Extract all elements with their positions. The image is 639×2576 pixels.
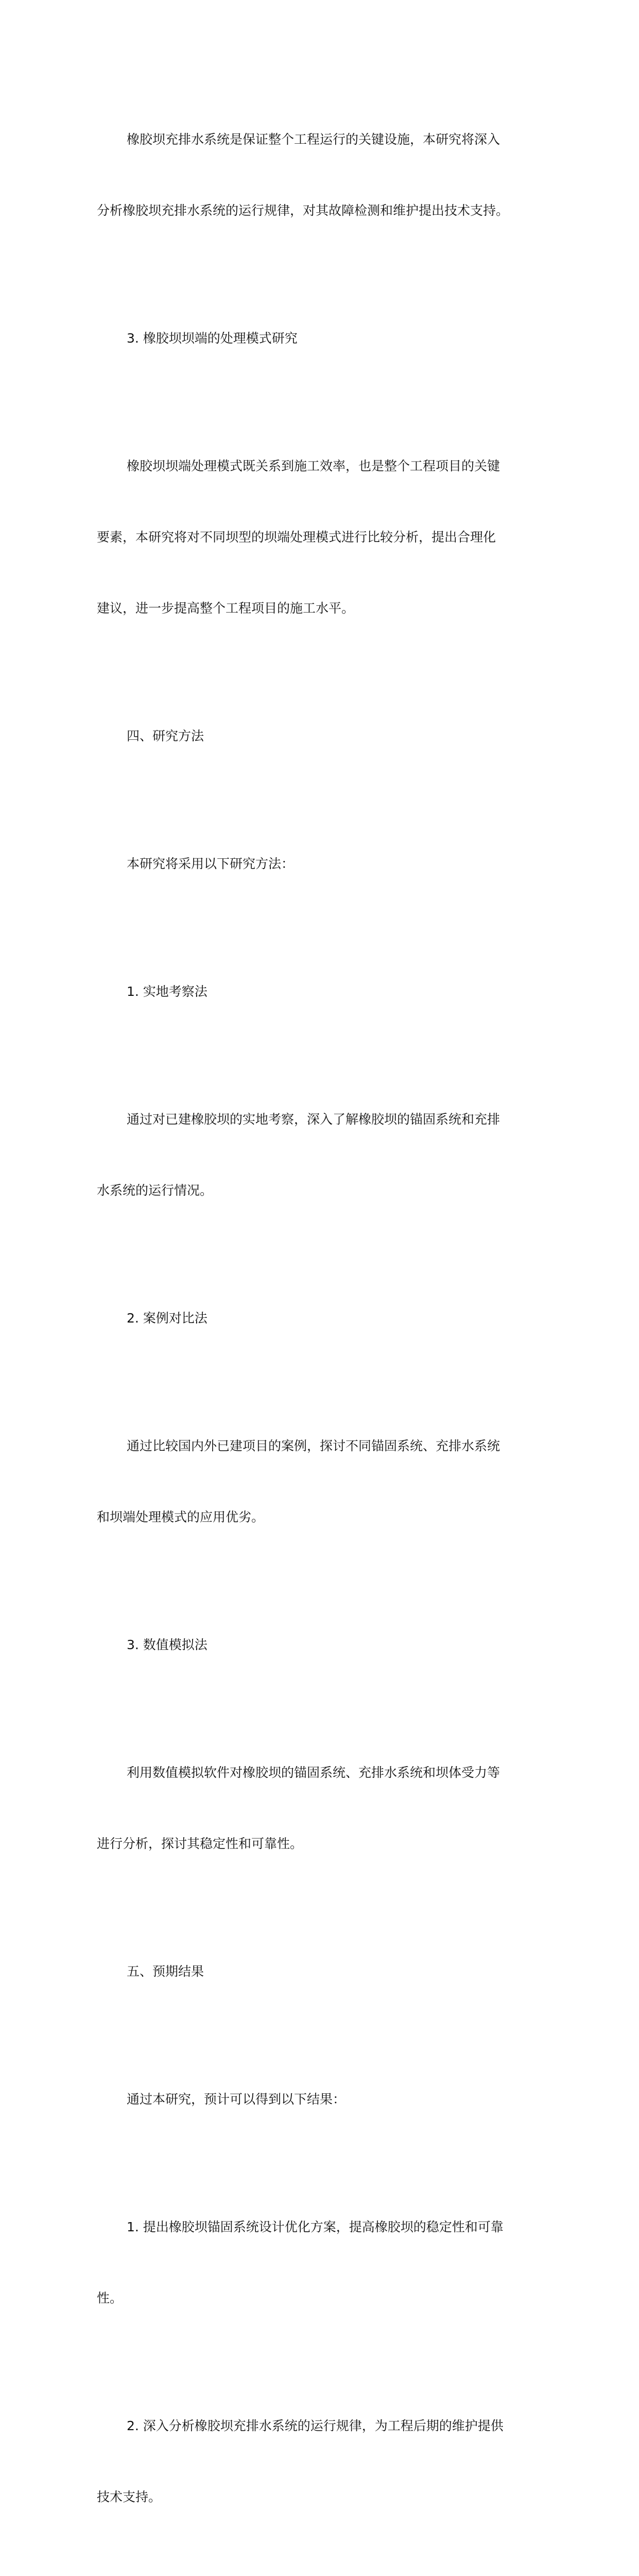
text-line: 通过对已建橡胶坝的实地考察，深入了解橡胶坝的锚固系统和充排 (127, 1112, 500, 1127)
paragraph-methods-intro (97, 805, 550, 923)
paragraph-numerical-simulation (97, 1714, 550, 1903)
document-body (97, 80, 550, 2576)
text-line: 1. 提出橡胶坝锚固系统设计优化方案，提高橡胶坝的稳定性和可靠 (127, 2219, 504, 2234)
result-item-3 (97, 2566, 550, 2576)
text-line: 1. 实地考察法 (127, 984, 208, 999)
text-line: 3. 数值模拟法 (127, 1637, 208, 1652)
paragraph-field-survey (97, 1060, 550, 1250)
text-line: 性。 (97, 2291, 123, 2306)
text-line: 2. 案例对比法 (127, 1311, 208, 1326)
text-line: 分析橡胶坝充排水系统的运行规律，对其故障检测和维护提出技术支持。 (97, 203, 509, 218)
text-line: 本研究将采用以下研究方法： (127, 856, 295, 871)
text-line: 橡胶坝坝端处理模式既关系到施工效率，也是整个工程项目的关键 (127, 459, 500, 473)
heading-dam-end-treatment (97, 279, 550, 398)
text-line: 要素，本研究将对不同坝型的坝端处理模式进行比较分析，提出合理化 (97, 530, 496, 545)
heading-expected-results (97, 1912, 550, 2031)
text-line: 利用数值模拟软件对橡胶坝的锚固系统、充排水系统和坝体受力等 (127, 1765, 500, 1780)
heading-field-survey (97, 933, 550, 1051)
text-line: 3. 橡胶坝坝端的处理模式研究 (127, 331, 298, 346)
paragraph-dam-end-treatment (97, 407, 550, 668)
result-item-2 (97, 2367, 550, 2556)
heading-numerical-simulation (97, 1586, 550, 1704)
heading-case-comparison (97, 1259, 550, 1378)
text-line: 进行分析，探讨其稳定性和可靠性。 (97, 1836, 303, 1851)
text-line: 水系统的运行情况。 (97, 1183, 213, 1198)
text-line: 建议，进一步提高整个工程项目的施工水平。 (97, 601, 355, 616)
text-line: 通过比较国内外已建项目的案例，探讨不同锚固系统、充排水系统 (127, 1438, 500, 1453)
paragraph-dam-drainage-system (97, 80, 550, 270)
paragraph-results-intro (97, 2040, 550, 2159)
result-item-1 (97, 2168, 550, 2358)
paragraph-case-comparison (97, 1387, 550, 1577)
text-line: 和坝端处理模式的应用优劣。 (97, 1510, 265, 1524)
text-line: 技术支持。 (97, 2489, 162, 2504)
heading-research-methods (97, 677, 550, 795)
text-line: 2. 深入分析橡胶坝充排水系统的运行规律，为工程后期的维护提供 (127, 2418, 504, 2433)
text-line: 五、预期结果 (127, 1964, 204, 1979)
text-line: 通过本研究，预计可以得到以下结果： (127, 2092, 346, 2107)
text-line: 四、研究方法 (127, 728, 204, 743)
text-line: 橡胶坝充排水系统是保证整个工程运行的关键设施，本研究将深入 (127, 132, 500, 147)
